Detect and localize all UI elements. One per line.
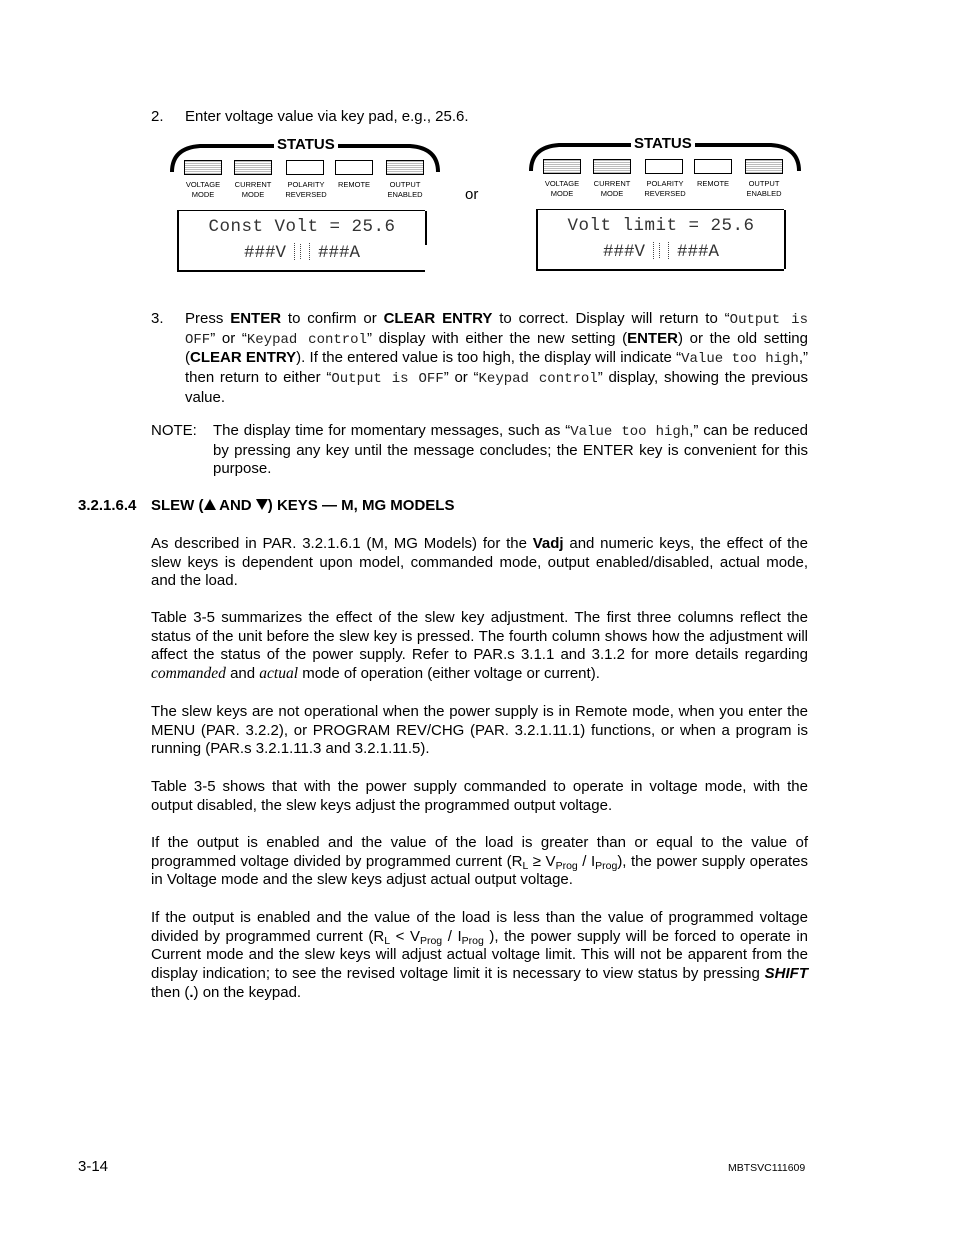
led-current-mode (234, 160, 272, 175)
paragraph-1: As described in PAR. 3.2.1.6.1 (M, MG Models) for the Vadj and numeric keys, the effect of the slew keys is dependent upon model, commanded mode, output enabled/disabled, actual mode, and the load. (151, 535, 808, 590)
led-remote (335, 160, 373, 175)
lcd-separator-icon (294, 243, 310, 260)
note-label: NOTE: (151, 422, 197, 439)
slew-down-icon (256, 499, 268, 510)
led-label-current-mode: CURRENT MODE (234, 180, 272, 199)
paragraph-5: If the output is enabled and the value of the load is greater than or equal to the value of programmed voltage divided by programmed current $(R_L \ge V_{Prog} / I_{Prog})$, the power supply operates in Voltage mode and the slew keys adjust actual output voltage. (151, 834, 808, 889)
led-label-voltage-mode: VOLTAGE MODE (185, 180, 221, 199)
lcd-line-1: Volt limit = 25.6 (567, 216, 755, 236)
paragraph-3: The slew keys are not operational when the power supply is in Remote mode, when you enter the MENU (PAR. 3.2.2), or PROGRAM REV/CHG (PAR. 3.2.1.11.1) functions, or when a program is running (PAR.s 3.2.1.11.3 and 3.2.1.11.5). (151, 703, 808, 758)
status-panel-right (529, 135, 799, 274)
paragraph-4: Table 3-5 shows that with the power supply commanded to operate in voltage mode, with the output disabled, the slew keys adjust the programmed output voltage. (151, 778, 808, 814)
lcd-line-1: Const Volt = 25.6 (208, 217, 396, 237)
led-output-enabled (386, 160, 424, 175)
section-heading: SLEW ( AND ) KEYS — M, MG MODELS (151, 497, 455, 514)
led-label-output-enabled: OUTPUT ENABLED (387, 180, 423, 199)
slew-up-icon (204, 499, 216, 510)
led-label-polarity-reversed: POLARITY REVERSED (644, 179, 686, 198)
led-remote (694, 159, 732, 174)
status-panel-left (170, 136, 440, 275)
led-polarity-reversed (645, 159, 683, 174)
lcd-separator-icon (653, 242, 669, 259)
led-output-enabled (745, 159, 783, 174)
led-label-current-mode: CURRENT MODE (593, 179, 631, 198)
lcd-line-2: ###V ###A (243, 243, 361, 263)
led-label-polarity-reversed: POLARITY REVERSED (285, 180, 327, 199)
led-label-output-enabled: OUTPUT ENABLED (746, 179, 782, 198)
status-title: STATUS (274, 136, 338, 153)
document-id: MBTSVC111609 (728, 1162, 806, 1174)
step-2-text: Enter voltage value via key pad, e.g., 25.6. (185, 108, 469, 125)
led-current-mode (593, 159, 631, 174)
step-3-text: Press ENTER to confirm or CLEAR ENTRY to correct. Display will return to “Output is OFF” or “Keypad control” display with either the new setting (ENTER) or the old setting (CLEAR ENTRY). If the entered value is too high, the display will indicate “Value too high,” then return to either “Output is OFF” or “Keypad control” display, showing the previous value. (185, 310, 809, 406)
page-number: 3-14 (78, 1158, 109, 1175)
led-label-voltage-mode: VOLTAGE MODE (544, 179, 580, 198)
status-title: STATUS (631, 135, 695, 152)
note-text: The display time for momentary messages, such as “Value too high,” can be reduced by pressing any key until the message concludes; the ENTER key is convenient for this purpose. (213, 422, 808, 478)
section-number: 3.2.1.6.4 (78, 497, 137, 514)
step-2-number: 2. (151, 108, 164, 125)
lcd-line-2: ###V ###A (602, 242, 720, 262)
led-label-remote: REMOTE (337, 180, 371, 189)
led-voltage-mode (543, 159, 581, 174)
led-polarity-reversed (286, 160, 324, 175)
or-label: or (465, 186, 479, 203)
paragraph-2: Table 3-5 summarizes the effect of the slew key adjustment. The first three columns reflect the status of the unit before the slew key is pressed. The fourth column shows how the adjustment will affect the status of the power supply. Refer to PAR.s 3.1.1 and 3.1.2 for more details regarding commanded and actual mode of operation (either voltage or current). (151, 609, 808, 683)
led-label-remote: REMOTE (696, 179, 730, 188)
paragraph-6: If the output is enabled and the value of the load is less than the value of programmed voltage divided by programmed current ($R_L < V_{Prog} / I_{Prog}$ ), the power supply will be forced to operate in Current mode and the slew keys will adjust actual voltage limit. This will not be apparent from the display indication; to see the revised voltage limit it is necessary to view status by pressing SHIFT then (.) on the keypad. (151, 909, 808, 1001)
lcd-display-right (536, 209, 784, 271)
led-voltage-mode (184, 160, 222, 175)
lcd-display-left (177, 210, 425, 272)
step-3-number: 3. (151, 310, 164, 327)
